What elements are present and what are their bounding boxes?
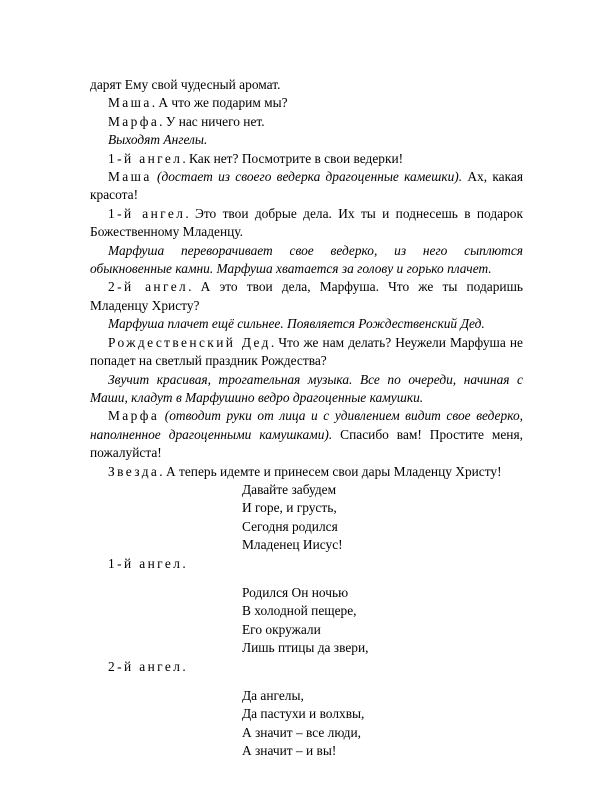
dialogue-line [90,205,523,242]
verse-speaker [90,555,523,573]
speaker-name: Маша [108,169,152,185]
speaker-name: 1-й ангел [108,555,183,571]
stage-text: Звучит красивая, трогательная музыка. Все по очереди, начиная с Маши, кладут в Марфушино ведро драгоценные камушки. [90,371,523,405]
speaker-name: 2-й ангел [108,279,189,295]
verse-line: Да ангелы, [242,688,304,703]
stage-direction [90,131,523,149]
verse-speaker [90,658,523,676]
dialogue-line [90,168,523,205]
dialogue-line [90,94,523,112]
verse-block [90,481,523,555]
verse-line: Да пастухи и волхвы, [242,706,365,722]
spacer [90,573,523,584]
dialogue-line [90,334,523,371]
dialogue-line [90,278,523,315]
stage-text: (достает из своего ведерка драгоценные камешки). [156,169,463,185]
dialogue-line [90,113,523,131]
speaker-dot: . [182,555,186,571]
verse-line: Сегодня родился [242,518,338,534]
speaker-name: Звезда [108,463,160,479]
line-text: дарят Ему свой чудесный аромат. [90,77,281,92]
verse-block [90,687,523,761]
line-text: . А что же подарим мы? [151,95,288,111]
speaker-name: 1-й ангел [108,205,186,221]
verse-line: Давайте забудем [242,481,337,497]
line-text: . Это твои добрые дела. Их ты и поднесешь в подарок Божественному Младенцу. [90,205,523,240]
speaker-name: Рождественский Дед [108,334,271,350]
stage-direction [90,315,523,333]
speaker-name: 2-й ангел [108,658,183,674]
dialogue-line [90,150,523,168]
verse-line: Родился Он ночью [242,584,349,600]
verse-line: И горе, и грусть, [242,500,337,516]
stage-direction [90,242,523,279]
line-text: . А теперь идемте и принесем свои дары Младенцу Христу! [159,463,502,479]
speaker-dot: . [182,658,186,674]
speaker-name: 1-й ангел [108,150,183,166]
dialogue-line [90,407,523,462]
text-line [90,76,523,94]
stage-text: (отводит руки от лица и с удивлением видит свое ведерко, наполненное драгоценными камушками). [90,408,523,442]
line-text: . У нас ничего нет. [159,113,265,129]
speaker-name: Марфа [108,113,160,129]
line-text: Спасибо вам! Простите меня, пожалуйста! [90,426,523,461]
verse-line: Его окружали [242,621,321,637]
stage-text: Марфуша плачет ещё сильнее. Появляется Рождественский Дед. [108,316,485,332]
line-text: . Что же нам делать? Неужели Марфуша не попадет на светлый праздник Рождества? [90,334,523,369]
speaker-name: Маша [108,95,152,111]
verse-line: А значит – и вы! [242,743,337,759]
play-script [90,76,523,761]
stage-text: Выходят Ангелы. [108,132,208,148]
stage-text: Марфуша переворачивает свое ведерко, из него сыплются обыкновенные камни. Марфуша хватается за голову и горько плачет. [90,242,523,277]
verse-line: А значит – все люди, [242,724,361,740]
verse-line: Младенец Иисус! [242,537,343,553]
verse-block [90,584,523,658]
dialogue-line [90,463,523,481]
verse-line: Лишь птицы да звери, [242,640,369,656]
verse-line: В холодной пещере, [242,603,357,619]
spacer [90,676,523,687]
line-text: . Как нет? Посмотрите в свои ведерки! [182,150,404,166]
line-text: Ах, какая красота! [90,169,523,203]
speaker-name: Марфа [108,408,160,424]
stage-direction [90,371,523,408]
line-text: . А это твои дела, Марфуша. Что же ты подаришь Младенцу Христу? [90,279,524,313]
